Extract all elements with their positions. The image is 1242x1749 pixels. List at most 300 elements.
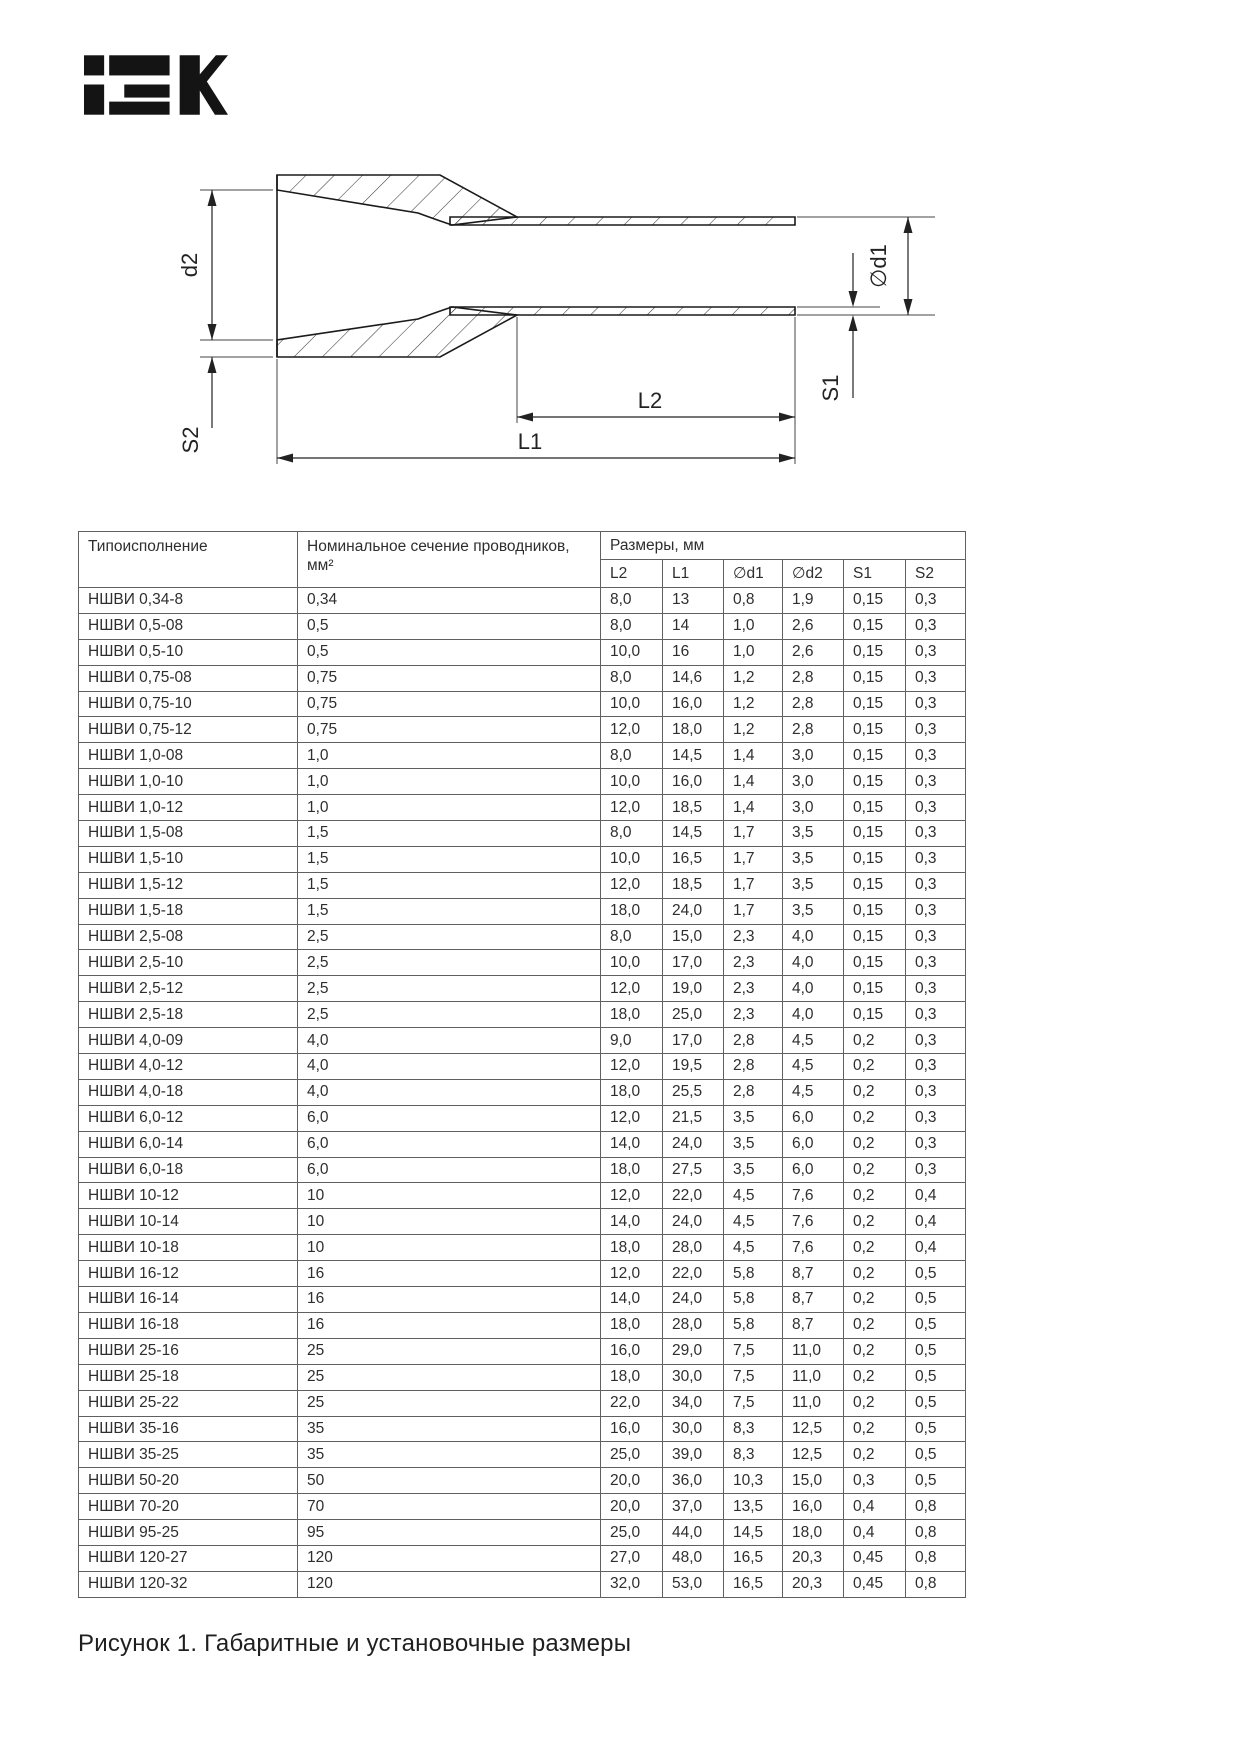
value-cell: 15,0 <box>783 1468 844 1494</box>
type-cell: НШВИ 1,0-08 <box>79 743 298 769</box>
table-row <box>79 924 966 950</box>
table-row <box>79 950 966 976</box>
table-row <box>79 1338 966 1364</box>
value-cell: 0,3 <box>906 1131 966 1157</box>
value-cell: 14,0 <box>601 1131 663 1157</box>
table-row <box>79 1261 966 1287</box>
value-cell: 16,5 <box>663 846 724 872</box>
value-cell: 7,5 <box>724 1338 783 1364</box>
value-cell: 0,4 <box>906 1235 966 1261</box>
value-cell: 12,0 <box>601 1261 663 1287</box>
value-cell: 0,3 <box>906 821 966 847</box>
value-cell: 25 <box>298 1364 601 1390</box>
value-cell: 12,5 <box>783 1442 844 1468</box>
value-cell: 36,0 <box>663 1468 724 1494</box>
table-row <box>79 1571 966 1597</box>
value-cell: 29,0 <box>663 1338 724 1364</box>
value-cell: 0,45 <box>844 1571 906 1597</box>
value-cell: 28,0 <box>663 1235 724 1261</box>
table-row <box>79 1287 966 1313</box>
value-cell: 12,0 <box>601 717 663 743</box>
value-cell: 18,5 <box>663 872 724 898</box>
value-cell: 10,0 <box>601 691 663 717</box>
value-cell: 0,3 <box>906 950 966 976</box>
value-cell: 0,2 <box>844 1364 906 1390</box>
value-cell: 4,0 <box>783 950 844 976</box>
dim-s1 <box>818 253 858 401</box>
table-row <box>79 588 966 614</box>
value-cell: 16,0 <box>783 1494 844 1520</box>
value-cell: 0,3 <box>906 872 966 898</box>
logo-e-mid <box>124 84 169 97</box>
value-cell: 5,8 <box>724 1312 783 1338</box>
table-row <box>79 639 966 665</box>
col-header-l2: L2 <box>601 560 663 588</box>
value-cell: 0,2 <box>844 1028 906 1054</box>
value-cell: 8,0 <box>601 821 663 847</box>
value-cell: 20,0 <box>601 1468 663 1494</box>
table-row <box>79 613 966 639</box>
value-cell: 0,3 <box>906 691 966 717</box>
value-cell: 95 <box>298 1520 601 1546</box>
value-cell: 0,4 <box>906 1209 966 1235</box>
ferrule-sleeve <box>277 175 795 357</box>
value-cell: 19,5 <box>663 1054 724 1080</box>
value-cell: 44,0 <box>663 1520 724 1546</box>
value-cell: 14,0 <box>601 1209 663 1235</box>
col-header-type: Типоисполнение <box>79 532 298 588</box>
value-cell: 0,3 <box>906 665 966 691</box>
value-cell: 10,3 <box>724 1468 783 1494</box>
type-cell: НШВИ 70-20 <box>79 1494 298 1520</box>
value-cell: 0,5 <box>298 613 601 639</box>
value-cell: 20,3 <box>783 1545 844 1571</box>
table-row <box>79 1028 966 1054</box>
type-cell: НШВИ 16-14 <box>79 1287 298 1313</box>
value-cell: 0,15 <box>844 717 906 743</box>
dim-d1 <box>866 217 913 315</box>
value-cell: 19,0 <box>663 976 724 1002</box>
table-body <box>79 588 966 1598</box>
value-cell: 16,5 <box>724 1571 783 1597</box>
value-cell: 6,0 <box>783 1131 844 1157</box>
table-row <box>79 1494 966 1520</box>
table-row <box>79 665 966 691</box>
value-cell: 0,8 <box>724 588 783 614</box>
value-cell: 28,0 <box>663 1312 724 1338</box>
dim-label-s2: S2 <box>178 426 203 454</box>
value-cell: 8,3 <box>724 1442 783 1468</box>
value-cell: 12,0 <box>601 976 663 1002</box>
type-cell: НШВИ 1,5-08 <box>79 821 298 847</box>
value-cell: 120 <box>298 1571 601 1597</box>
type-cell: НШВИ 4,0-18 <box>79 1079 298 1105</box>
table-row <box>79 743 966 769</box>
tube-bottom-wall <box>450 307 795 315</box>
table-row <box>79 1416 966 1442</box>
type-cell: НШВИ 120-32 <box>79 1571 298 1597</box>
value-cell: 70 <box>298 1494 601 1520</box>
value-cell: 39,0 <box>663 1442 724 1468</box>
col-header-d1: ∅d1 <box>724 560 783 588</box>
type-cell: НШВИ 1,5-12 <box>79 872 298 898</box>
type-cell: НШВИ 4,0-09 <box>79 1028 298 1054</box>
value-cell: 0,2 <box>844 1131 906 1157</box>
value-cell: 4,5 <box>783 1079 844 1105</box>
value-cell: 22,0 <box>601 1390 663 1416</box>
value-cell: 0,3 <box>906 1079 966 1105</box>
figure-caption: Рисунок 1. Габаритные и установочные размеры <box>78 1630 632 1657</box>
ferrule-drawing <box>0 130 1242 480</box>
value-cell: 14,5 <box>663 743 724 769</box>
value-cell: 0,15 <box>844 769 906 795</box>
value-cell: 4,5 <box>783 1028 844 1054</box>
col-header-cross-section <box>298 532 601 588</box>
type-cell: НШВИ 35-25 <box>79 1442 298 1468</box>
table-row <box>79 821 966 847</box>
value-cell: 0,3 <box>906 639 966 665</box>
value-cell: 25 <box>298 1390 601 1416</box>
value-cell: 8,7 <box>783 1261 844 1287</box>
value-cell: 8,7 <box>783 1287 844 1313</box>
value-cell: 0,45 <box>844 1545 906 1571</box>
value-cell: 0,15 <box>844 795 906 821</box>
value-cell: 30,0 <box>663 1364 724 1390</box>
value-cell: 8,0 <box>601 588 663 614</box>
value-cell: 17,0 <box>663 1028 724 1054</box>
col-header-s2: S2 <box>906 560 966 588</box>
value-cell: 24,0 <box>663 1287 724 1313</box>
value-cell: 2,6 <box>783 639 844 665</box>
value-cell: 5,8 <box>724 1261 783 1287</box>
table-row <box>79 976 966 1002</box>
value-cell: 18,0 <box>783 1520 844 1546</box>
value-cell: 7,5 <box>724 1390 783 1416</box>
value-cell: 20,3 <box>783 1571 844 1597</box>
value-cell: 2,3 <box>724 924 783 950</box>
value-cell: 10,0 <box>601 769 663 795</box>
value-cell: 25 <box>298 1338 601 1364</box>
dim-label-l2: L2 <box>637 388 663 413</box>
type-cell: НШВИ 16-12 <box>79 1261 298 1287</box>
value-cell: 25,0 <box>601 1520 663 1546</box>
value-cell: 3,5 <box>783 821 844 847</box>
value-cell: 0,15 <box>844 1002 906 1028</box>
value-cell: 11,0 <box>783 1390 844 1416</box>
value-cell: 10 <box>298 1183 601 1209</box>
type-cell: НШВИ 1,0-10 <box>79 769 298 795</box>
type-cell: НШВИ 10-12 <box>79 1183 298 1209</box>
type-cell: НШВИ 95-25 <box>79 1520 298 1546</box>
value-cell: 3,5 <box>724 1157 783 1183</box>
type-cell: НШВИ 1,5-10 <box>79 846 298 872</box>
value-cell: 3,0 <box>783 769 844 795</box>
value-cell: 0,5 <box>906 1261 966 1287</box>
value-cell: 1,5 <box>298 821 601 847</box>
value-cell: 10 <box>298 1209 601 1235</box>
table-row <box>79 1079 966 1105</box>
value-cell: 5,8 <box>724 1287 783 1313</box>
value-cell: 0,3 <box>906 1105 966 1131</box>
value-cell: 1,4 <box>724 795 783 821</box>
value-cell: 1,0 <box>724 639 783 665</box>
value-cell: 9,0 <box>601 1028 663 1054</box>
value-cell: 7,5 <box>724 1364 783 1390</box>
value-cell: 34,0 <box>663 1390 724 1416</box>
value-cell: 1,7 <box>724 846 783 872</box>
type-cell: НШВИ 10-14 <box>79 1209 298 1235</box>
col-header-l1: L1 <box>663 560 724 588</box>
value-cell: 0,15 <box>844 898 906 924</box>
value-cell: 12,5 <box>783 1416 844 1442</box>
value-cell: 0,5 <box>906 1287 966 1313</box>
value-cell: 17,0 <box>663 950 724 976</box>
value-cell: 0,3 <box>906 588 966 614</box>
value-cell: 0,2 <box>844 1416 906 1442</box>
value-cell: 3,5 <box>783 872 844 898</box>
value-cell: 1,5 <box>298 872 601 898</box>
table-row <box>79 795 966 821</box>
value-cell: 0,2 <box>844 1157 906 1183</box>
value-cell: 0,3 <box>906 613 966 639</box>
value-cell: 12,0 <box>601 1105 663 1131</box>
value-cell: 8,0 <box>601 924 663 950</box>
value-cell: 0,5 <box>298 639 601 665</box>
table-row <box>79 1442 966 1468</box>
value-cell: 22,0 <box>663 1261 724 1287</box>
value-cell: 50 <box>298 1468 601 1494</box>
value-cell: 12,0 <box>601 1183 663 1209</box>
value-cell: 0,5 <box>906 1442 966 1468</box>
value-cell: 10,0 <box>601 950 663 976</box>
table-row <box>79 1312 966 1338</box>
value-cell: 2,8 <box>783 717 844 743</box>
value-cell: 0,2 <box>844 1442 906 1468</box>
value-cell: 6,0 <box>298 1105 601 1131</box>
value-cell: 0,34 <box>298 588 601 614</box>
value-cell: 0,5 <box>906 1364 966 1390</box>
value-cell: 4,5 <box>724 1235 783 1261</box>
type-cell: НШВИ 25-22 <box>79 1390 298 1416</box>
type-cell: НШВИ 2,5-18 <box>79 1002 298 1028</box>
table-row <box>79 1545 966 1571</box>
value-cell: 4,0 <box>783 924 844 950</box>
type-cell: НШВИ 0,75-10 <box>79 691 298 717</box>
value-cell: 11,0 <box>783 1338 844 1364</box>
value-cell: 0,2 <box>844 1209 906 1235</box>
value-cell: 4,5 <box>724 1209 783 1235</box>
value-cell: 16,0 <box>663 691 724 717</box>
value-cell: 14,0 <box>601 1287 663 1313</box>
value-cell: 11,0 <box>783 1364 844 1390</box>
value-cell: 3,0 <box>783 795 844 821</box>
value-cell: 0,3 <box>906 898 966 924</box>
table-row <box>79 1390 966 1416</box>
value-cell: 4,0 <box>783 1002 844 1028</box>
value-cell: 14 <box>663 613 724 639</box>
type-cell: НШВИ 0,75-12 <box>79 717 298 743</box>
value-cell: 1,0 <box>298 769 601 795</box>
table-row <box>79 1364 966 1390</box>
value-cell: 0,2 <box>844 1287 906 1313</box>
value-cell: 2,5 <box>298 924 601 950</box>
value-cell: 18,0 <box>601 1157 663 1183</box>
value-cell: 0,15 <box>844 691 906 717</box>
value-cell: 27,5 <box>663 1157 724 1183</box>
value-cell: 16 <box>298 1312 601 1338</box>
type-cell: НШВИ 16-18 <box>79 1312 298 1338</box>
extension-lines <box>200 190 935 464</box>
value-cell: 1,0 <box>724 613 783 639</box>
value-cell: 8,0 <box>601 665 663 691</box>
value-cell: 10,0 <box>601 846 663 872</box>
table-row <box>79 1157 966 1183</box>
value-cell: 13 <box>663 588 724 614</box>
dimensions-table-wrap <box>78 531 965 1598</box>
value-cell: 3,5 <box>724 1131 783 1157</box>
dimensions-table <box>78 531 966 1598</box>
value-cell: 2,3 <box>724 1002 783 1028</box>
logo-e-top <box>109 55 169 75</box>
value-cell: 0,15 <box>844 976 906 1002</box>
value-cell: 2,5 <box>298 950 601 976</box>
value-cell: 18,0 <box>601 898 663 924</box>
value-cell: 12,0 <box>601 872 663 898</box>
value-cell: 16,0 <box>663 769 724 795</box>
value-cell: 25,5 <box>663 1079 724 1105</box>
value-cell: 8,7 <box>783 1312 844 1338</box>
value-cell: 35 <box>298 1416 601 1442</box>
value-cell: 2,5 <box>298 976 601 1002</box>
value-cell: 22,0 <box>663 1183 724 1209</box>
type-cell: НШВИ 4,0-12 <box>79 1054 298 1080</box>
value-cell: 16 <box>663 639 724 665</box>
dim-label-d1: ∅d1 <box>866 244 891 288</box>
type-cell: НШВИ 50-20 <box>79 1468 298 1494</box>
type-cell: НШВИ 2,5-10 <box>79 950 298 976</box>
value-cell: 4,0 <box>298 1054 601 1080</box>
value-cell: 0,3 <box>906 846 966 872</box>
value-cell: 53,0 <box>663 1571 724 1597</box>
value-cell: 6,0 <box>783 1157 844 1183</box>
value-cell: 18,0 <box>601 1364 663 1390</box>
type-cell: НШВИ 120-27 <box>79 1545 298 1571</box>
value-cell: 18,0 <box>601 1002 663 1028</box>
value-cell: 0,15 <box>844 743 906 769</box>
value-cell: 0,3 <box>906 769 966 795</box>
dim-l2 <box>517 388 795 422</box>
value-cell: 0,15 <box>844 872 906 898</box>
type-cell: НШВИ 35-16 <box>79 1416 298 1442</box>
value-cell: 16 <box>298 1261 601 1287</box>
value-cell: 30,0 <box>663 1416 724 1442</box>
value-cell: 6,0 <box>783 1105 844 1131</box>
col-header-d2: ∅d2 <box>783 560 844 588</box>
value-cell: 2,3 <box>724 950 783 976</box>
value-cell: 4,5 <box>783 1054 844 1080</box>
iek-logo <box>84 55 228 115</box>
value-cell: 3,0 <box>783 743 844 769</box>
value-cell: 7,6 <box>783 1235 844 1261</box>
value-cell: 1,7 <box>724 872 783 898</box>
logo-i-dot <box>84 55 104 75</box>
type-cell: НШВИ 1,0-12 <box>79 795 298 821</box>
value-cell: 0,15 <box>844 613 906 639</box>
value-cell: 18,0 <box>601 1235 663 1261</box>
table-row <box>79 1235 966 1261</box>
value-cell: 21,5 <box>663 1105 724 1131</box>
table-row <box>79 1105 966 1131</box>
value-cell: 27,0 <box>601 1545 663 1571</box>
table-row <box>79 1209 966 1235</box>
value-cell: 2,8 <box>724 1054 783 1080</box>
table-row <box>79 846 966 872</box>
value-cell: 0,3 <box>906 743 966 769</box>
value-cell: 0,2 <box>844 1312 906 1338</box>
value-cell: 1,5 <box>298 846 601 872</box>
table-row <box>79 898 966 924</box>
value-cell: 16,5 <box>724 1545 783 1571</box>
value-cell: 4,5 <box>724 1183 783 1209</box>
value-cell: 18,0 <box>663 717 724 743</box>
value-cell: 0,8 <box>906 1494 966 1520</box>
value-cell: 10 <box>298 1235 601 1261</box>
value-cell: 0,3 <box>906 717 966 743</box>
value-cell: 14,5 <box>724 1520 783 1546</box>
value-cell: 32,0 <box>601 1571 663 1597</box>
value-cell: 3,5 <box>724 1105 783 1131</box>
logo-i-stem <box>84 84 104 114</box>
value-cell: 14,5 <box>663 821 724 847</box>
value-cell: 0,2 <box>844 1105 906 1131</box>
value-cell: 0,15 <box>844 950 906 976</box>
value-cell: 24,0 <box>663 1131 724 1157</box>
value-cell: 20,0 <box>601 1494 663 1520</box>
value-cell: 4,0 <box>298 1079 601 1105</box>
dim-label-d2: d2 <box>177 252 202 278</box>
dim-label-l1: L1 <box>517 429 543 454</box>
value-cell: 1,7 <box>724 898 783 924</box>
value-cell: 1,4 <box>724 743 783 769</box>
table-row <box>79 872 966 898</box>
tube-top-wall <box>450 217 795 225</box>
value-cell: 0,8 <box>906 1545 966 1571</box>
value-cell: 0,5 <box>906 1416 966 1442</box>
value-cell: 16,0 <box>601 1416 663 1442</box>
table-row <box>79 1131 966 1157</box>
value-cell: 8,0 <box>601 743 663 769</box>
value-cell: 2,5 <box>298 1002 601 1028</box>
col-header-cross-section-line2: мм² <box>307 557 334 574</box>
value-cell: 1,4 <box>724 769 783 795</box>
type-cell: НШВИ 6,0-18 <box>79 1157 298 1183</box>
type-cell: НШВИ 10-18 <box>79 1235 298 1261</box>
value-cell: 0,75 <box>298 665 601 691</box>
value-cell: 2,6 <box>783 613 844 639</box>
logo-k <box>180 55 228 114</box>
value-cell: 18,0 <box>601 1079 663 1105</box>
value-cell: 1,9 <box>783 588 844 614</box>
col-header-sizes: Размеры, мм <box>601 532 966 560</box>
value-cell: 0,2 <box>844 1338 906 1364</box>
value-cell: 0,5 <box>906 1390 966 1416</box>
value-cell: 0,4 <box>844 1494 906 1520</box>
value-cell: 25,0 <box>601 1442 663 1468</box>
value-cell: 2,3 <box>724 976 783 1002</box>
type-cell: НШВИ 25-16 <box>79 1338 298 1364</box>
value-cell: 0,2 <box>844 1261 906 1287</box>
table-row <box>79 769 966 795</box>
